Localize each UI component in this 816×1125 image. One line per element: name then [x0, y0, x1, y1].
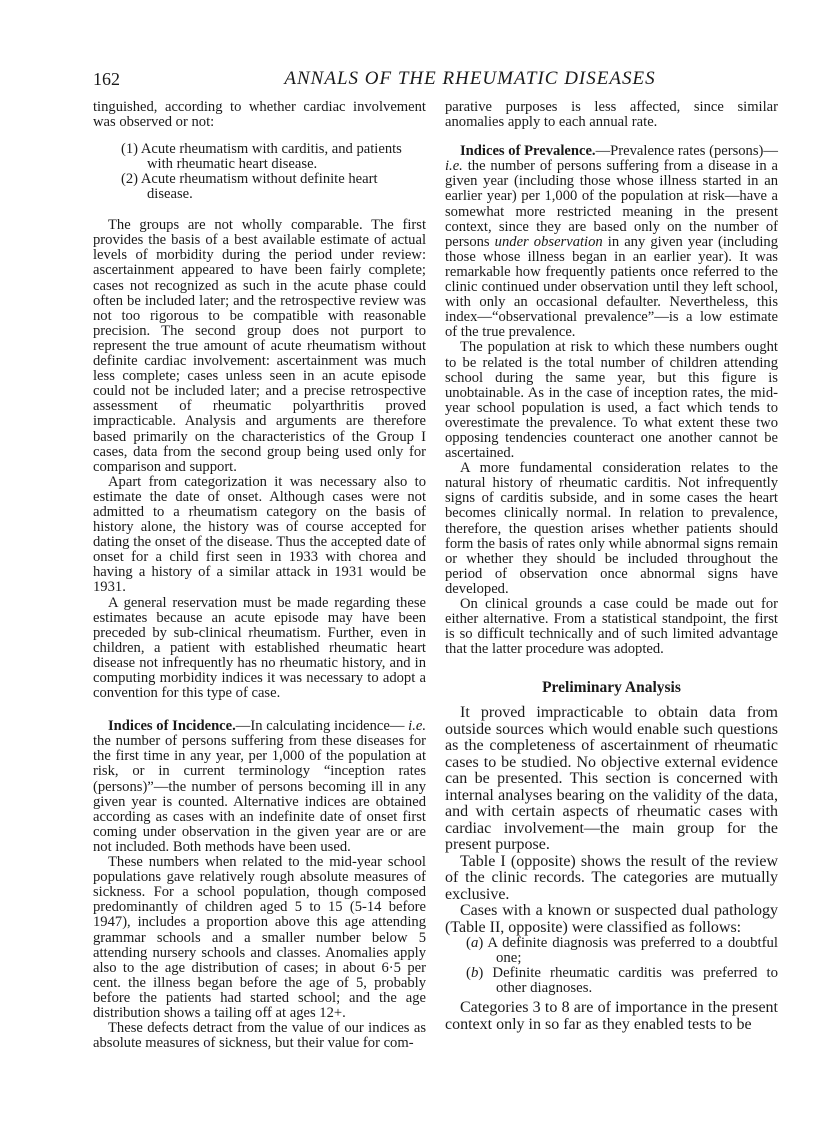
text-run: the number of persons suffering from these diseases for the first time in any year, per 1,000 of the population at risk, or in current terminology “inception rates (persons)”—the number of persons becoming ill in any given year is counted. Alternative indices are obtained according as cases with an indefinite date of onset first coming under observation in the given year are or are not included. Both methods have been used.	[93, 733, 426, 855]
list-item-text: A definite diagnosis was preferred to a doubtful one;	[487, 935, 779, 967]
paragraph: The population at risk to which these numbers ought to be related is the total number of children attending school during the same year, but this figure is unobtainable. As in the case of inception rates, the mid-year school population is used, a fact which tends to overestimate the prevalence. To what extent these two opposing tendencies counteract one another cannot be ascertained.	[445, 339, 778, 462]
indices-of-prevalence-paragraph	[445, 144, 778, 340]
paragraph: A general reservation must be made regarding these estimates because an acute episode may have been preceded by sub-clinical rheumatism. Further, even in children, a patient with established rheumatic heart disease not infrequently has no rheumatic history, and in computing morbidity indices it was necessary to adopt a convention for this type of case.	[93, 594, 426, 702]
text-run: the number of persons suffering from a disease in a given year (including those whose illness started in an earlier year) per 1,000 of the population at risk—have a somewhat more restricted meaning in the present context, since they are based only on the number of persons	[445, 158, 778, 250]
paragraph: parative purposes is less affected, since similar anomalies apply to each annual rate.	[445, 99, 778, 131]
paragraph: On clinical grounds a case could be made out for either alternative. From a statistical standpoint, the first is so difficult technically and of such limited advantage that the latter procedure was adopted.	[445, 596, 778, 658]
paragraph: The groups are not wholly comparable. The first provides the basis of a best available estimate of actual levels of morbidity during the period under review: ascertainment appeared to have been fairly complete; cases not recognized as such in the acute phase could often be included later; and the retrospective review was not too rigorous to be compatible with reasonable precision. The second group does not purport to represent the true amount of acute rheumatism without definite cardiac involvement: ascertainment was much less complete; cases unless seen in an acute episode could not be included later; and a precise retrospective assessment of rheumatic polyarthritis proved impracticable. Analysis and arguments are therefore based primarily on the characteristics of the Group I cases, data from the second group being used only for comparison and support.	[93, 217, 426, 475]
right-body-block-1	[445, 144, 778, 657]
paragraph: Categories 3 to 8 are of importance in the present context only in so far as they enabled tests to be	[445, 999, 778, 1033]
list-item: (2) Acute rheumatism without definite heart disease.	[121, 171, 378, 203]
indices-of-incidence-paragraph	[93, 719, 426, 855]
group-list	[93, 142, 426, 202]
page-number: 162	[93, 69, 120, 89]
section-heading: Preliminary Analysis	[542, 679, 681, 697]
text-run-italic: i.e.	[445, 158, 463, 175]
list-item: (1) Acute rheumatism with carditis, and patients with rheumatic heart disease.	[121, 141, 402, 173]
right-column	[445, 100, 778, 1033]
run-in-heading: Indices of Prevalence.	[460, 143, 596, 160]
preliminary-analysis-body	[445, 705, 778, 1033]
running-head-journal-title: ANNALS OF THE RHEUMATIC DISEASES	[284, 68, 656, 89]
text-run-italic: under observation	[494, 233, 603, 250]
text-run: in any given year (including those whose illness began in an earlier year). It was remarkable how frequently patients once referred to the clinic continued under observation until they left school, with only an occasional defaulter. Nevertheless, this index—“observational prevalence”—is a low estimate of the true prevalence.	[445, 233, 778, 341]
classification-list	[445, 936, 778, 996]
paragraph: It proved impracticable to obtain data from outside sources which would enable such questions as the completeness of ascertainment of rheumatic cases to be studied. No objective external evidence can be presented. This section is concerned with internal analyses bearing on the validity of the data, and with certain aspects of rheumatic cases with cardiac involvement—the main group for the present purpose.	[445, 704, 778, 854]
left-column	[93, 100, 426, 1051]
text-run: —Prevalence rates (persons)—	[595, 143, 778, 160]
left-body-block-2	[93, 719, 426, 1051]
paragraph: Table I (opposite) shows the result of the review of the clinic records. The categories are mutually exclusive.	[445, 852, 778, 903]
left-body-block-1	[93, 218, 426, 701]
list-item: (a) A definite diagnosis was preferred to a doubtful one;	[466, 935, 779, 967]
list-marker: a	[470, 935, 479, 952]
paragraph: tinguished, according to whether cardiac involvement was observed or not:	[93, 99, 426, 131]
text-run-italic: i.e.	[408, 718, 426, 735]
paragraph: Cases with a known or suspected dual pathology (Table II, opposite) were classified as follows:	[445, 902, 778, 936]
list-item-text: Definite rheumatic carditis was preferred to other diagnoses.	[492, 965, 778, 997]
list-item: (b) Definite rheumatic carditis was preferred to other diagnoses.	[466, 965, 778, 997]
paragraph: These defects detract from the value of our indices as absolute measures of sickness, but their value for com-	[93, 1020, 426, 1052]
paragraph: Apart from categorization it was necessary also to estimate the date of onset. Although cases were not admitted to a rheumatism category on the basis of history alone, the history was of course accepted for dating the onset of the disease. Thus the accepted date of onset for a child first seen in 1933 with chorea and having a history of a similar attack in 1931 would be 1931.	[93, 473, 426, 596]
text-run: —In calculating incidence—	[235, 718, 409, 735]
list-marker: b	[470, 965, 479, 982]
paragraph: A more fundamental consideration relates to the natural history of rheumatic carditis. Not infrequently signs of carditis subside, and in some cases the heart becomes clinically normal. In relation to prevalence, therefore, the question arises whether patients should form the basis of rates only while abnormal signs remain or whether they should be included throughout the period of observation once abnormal signs have developed.	[445, 460, 778, 597]
paragraph: These numbers when related to the mid-year school populations gave relatively rough absolute measures of sickness. For a school population, though composed predominantly of children aged 5 to 15 (5-14 before 1947), includes a proportion above this age attending grammar schools and a smaller number below 5 attending nursery schools and classes. Anomalies apply also to the age distribution of cases; in about 6·5 per cent. the illness began before the age of 5, probably before the patients had started school; and the age distribution shows a tailing off at ages 12+.	[93, 854, 426, 1021]
run-in-heading: Indices of Incidence.	[108, 718, 236, 735]
